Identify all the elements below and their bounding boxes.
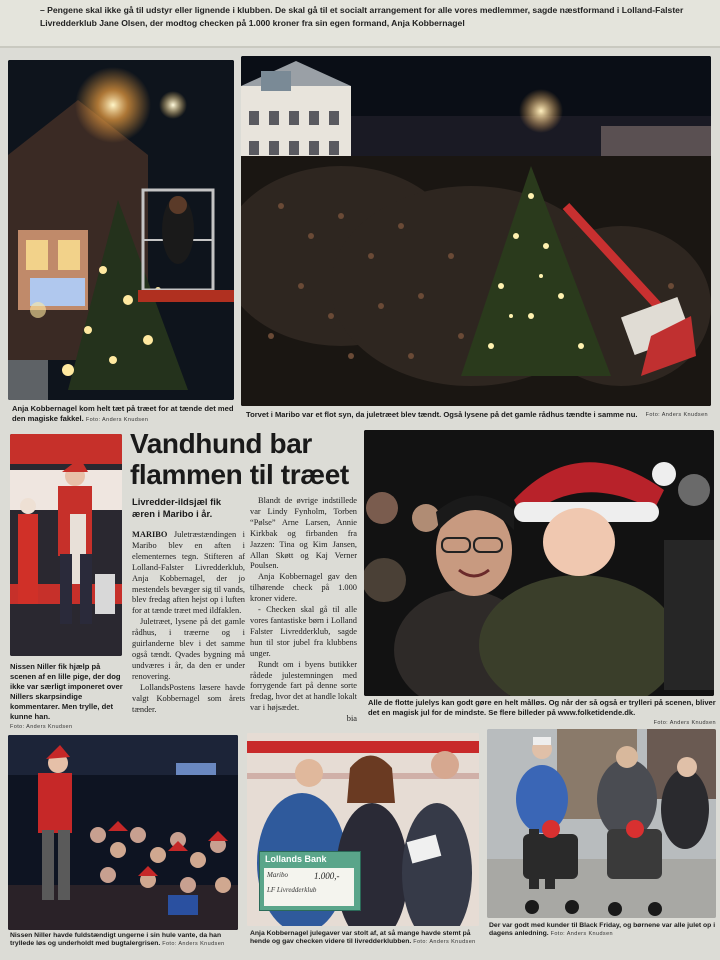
caption-santa-stage-text: Nissen Niller fik hjælp på scenen af en lille pige, der dog ikke var særligt imponeret over Nillers skarpsindige kommentarer. Men trylle, det kunne han. — [10, 662, 123, 721]
caption-family — [489, 922, 719, 939]
article-col1-p2: Juletræet, lysene på det gamle rådhus, i træerne og i guirlanderne blev i det samme også tændt. Qvades bygning må undværes i år, da den er under renovering. — [132, 617, 245, 681]
deck: Livredder-ildsjæl fik æren i Maribo i år. — [132, 496, 222, 519]
photo-santa-kids-image — [8, 735, 238, 930]
article-col-1 — [132, 530, 245, 715]
credit-check: Foto: Anders Knudsen — [413, 939, 476, 946]
article-col2-p3: - Checken skal gå til alle vores fantastiske børn i Lolland Falster Livredderklub, sagde hun til stor jubel fra klubbens unger. — [250, 605, 357, 658]
caption-torch — [12, 404, 240, 425]
caption-crowd-faces-text: Alle de flotte julelys kan godt gøre en helt målløs. Og når der så også er trylleri på scenen, bliver det en magisk jul for de mindste. Se flere billeder på www.folketidende.dk. — [368, 698, 716, 717]
top-quote: – Pengene skal ikke gå til udstyr eller lignende i klubben. De skal gå til et socialt arrangement for alle vores medlemmer, sagde næstformand i Lolland-Falster Livredderklub Jane Olsen, der modtog checken på 1.000 kroner fra sin egen formand, Anja Kobbernagel — [40, 5, 684, 28]
credit-torch: Foto: Anders Knudsen — [85, 417, 149, 423]
check-payee: LF Livredderklub — [267, 886, 317, 894]
article-col2-p2: Anja Kobbernagel gav den tilhørende check på 1.000 kroner videre. — [250, 572, 357, 604]
photo-torch — [8, 60, 234, 400]
photo-torch-image — [8, 60, 234, 400]
top-quote-box — [0, 0, 720, 48]
photo-santa-stage — [10, 434, 122, 656]
headline — [130, 428, 360, 490]
headline-line-2: flammen til træet — [130, 459, 349, 490]
caption-santa-stage — [10, 662, 128, 732]
credit-santa-kids: Foto: Anders Knudsen — [162, 941, 225, 948]
caption-check — [250, 930, 486, 947]
check-bank-name: Lollands Bank — [265, 854, 327, 864]
caption-santa-kids-text: Nissen Niller havde fuldstændigt ungerne i sin hule vante, da han tryllede løs og underholdt med bugtalergrisen. — [10, 932, 222, 948]
credit-crowd-faces: Foto: Anders Knudsen — [653, 720, 716, 726]
caption-torch-text: Anja Kobbernagel kom helt tæt på træet for at tænde det med den magiske fakkel. — [12, 404, 234, 423]
check-sign — [259, 851, 361, 911]
check-card — [264, 868, 354, 906]
dateline: MARIBO — [132, 530, 168, 539]
article-col2-p1: Blandt de øvrige indstillede var Lindy Fynholm, Torben “Pølse” Arne Larsen, Annie Kirkbak og firbanden fra Jazzen: Tina og Kim Jansen, Allan Skøtt og Kaj Verner Poulsen. — [250, 496, 357, 571]
caption-square — [246, 410, 716, 420]
credit-square: Foto: Anders Knudsen — [645, 412, 708, 418]
article-col1-p3: LollandsPostens læsere havde valgt Kobbernagel som årets tænder. — [132, 682, 245, 714]
caption-square-text: Torvet i Maribo var et flot syn, da juletræet blev tændt. Også lysene på det gamle rådhus tændte i samme nu. — [246, 410, 638, 419]
article-col1-p1 — [132, 530, 245, 617]
caption-check-text: Anja Kobbernagel julegaver var stolt af, at så mange havde stemt på hende og gav checken videre til livredderklubben. — [250, 930, 471, 946]
article-col2-p4: Rundt om i byens butikker rådede julestemningen med forrygende fart på denne sorte fredag, hvor det at handle lokalt var i højsædet. — [250, 659, 357, 713]
photo-check — [247, 733, 479, 926]
article-col-2 — [250, 496, 357, 725]
photo-square-image — [241, 56, 711, 406]
photo-santa-kids — [8, 735, 238, 930]
check-city: Maribo — [267, 871, 288, 879]
check-amount: 1.000,- — [314, 871, 340, 881]
caption-crowd-faces — [368, 698, 716, 728]
article-col1-p1-text: Juletræstændingen i Maribo blev en aften i elementernes tegn. Stifteren af Lolland-Falster Livredderklub, Anja Kobbernagel, der jo mestendels bevæger sig til vands, blev fredag aften hejst op i luften for at tænde træet med ildfaklen. — [132, 530, 245, 616]
headline-line-1: Vandhund bar — [130, 428, 312, 459]
credit-santa-stage: Foto: Anders Knudsen — [10, 724, 73, 730]
photo-crowd-faces-image — [364, 430, 714, 696]
caption-family-text: Der var godt med kunder til Black Friday, og børnene var alle julet op i dagens anledning. — [489, 922, 716, 938]
credit-family: Foto: Anders Knudsen — [550, 931, 613, 938]
photo-santa-stage-image — [10, 434, 122, 656]
photo-family — [487, 729, 716, 918]
article-byline: bia — [346, 714, 357, 724]
caption-santa-kids — [10, 932, 242, 949]
photo-square — [241, 56, 711, 406]
photo-family-image — [487, 729, 716, 918]
photo-crowd-faces — [364, 430, 714, 696]
